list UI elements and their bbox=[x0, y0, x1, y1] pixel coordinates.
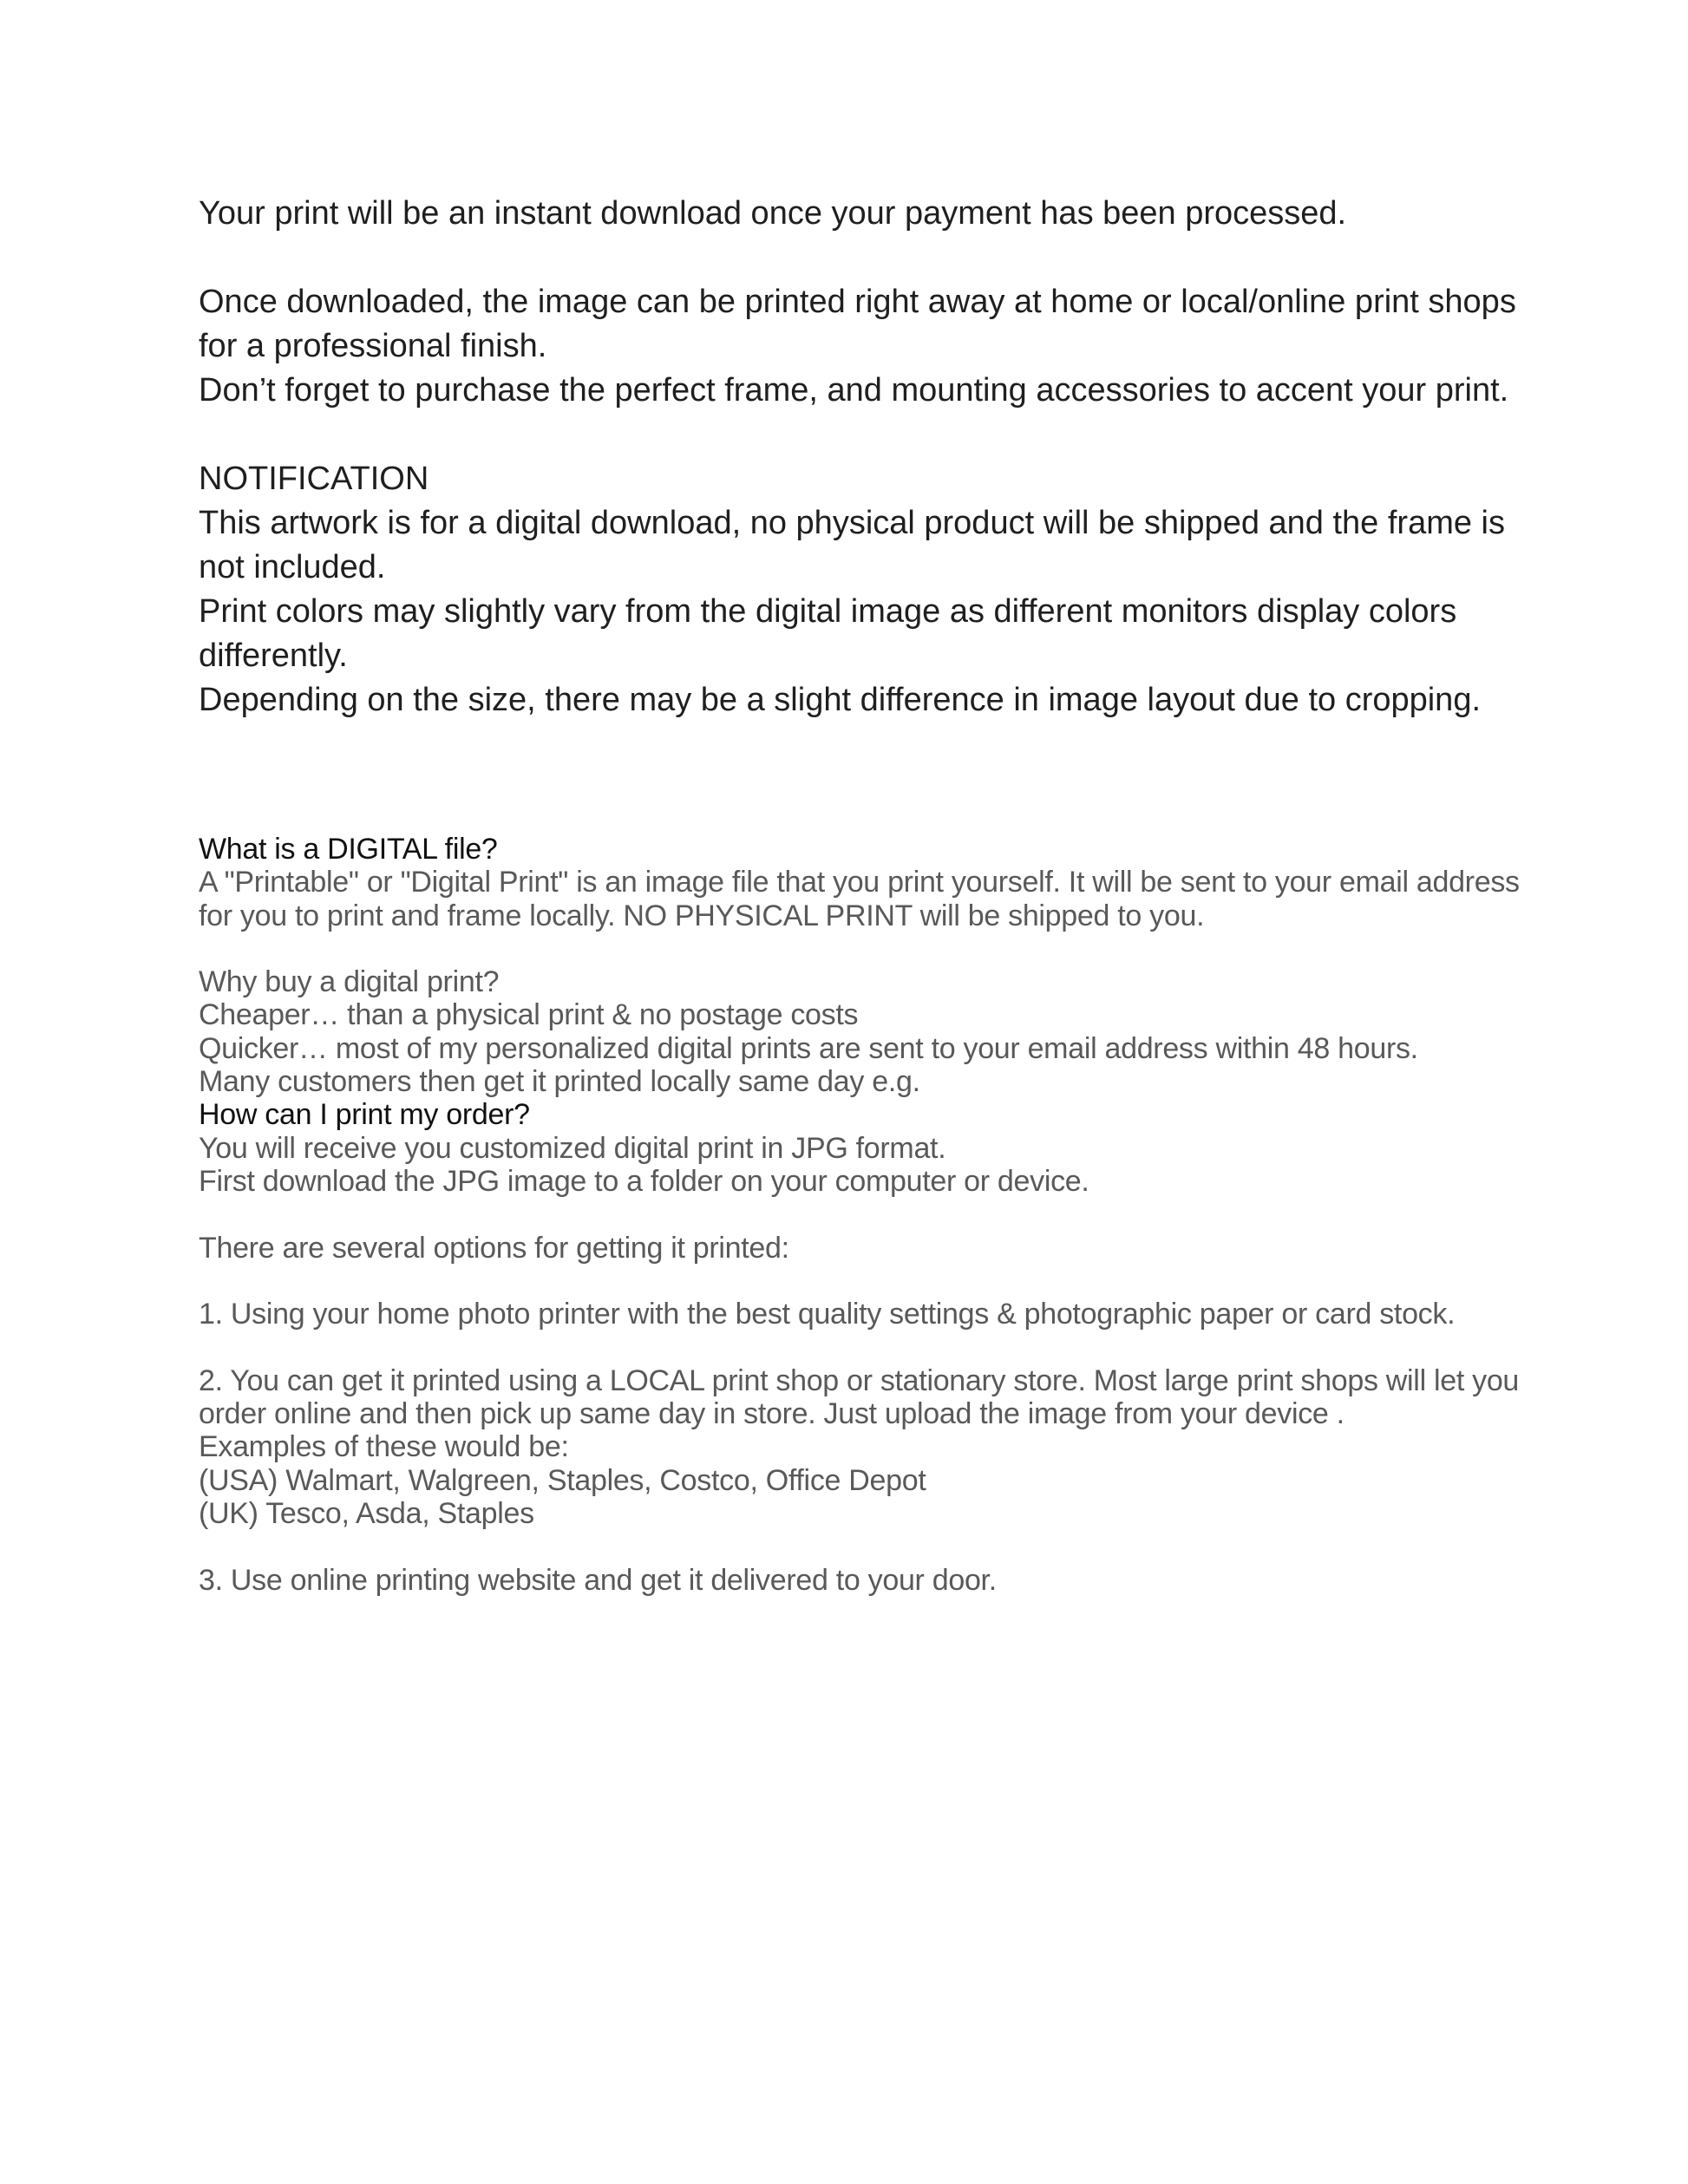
faq-answer-digital-file: A "Printable" or "Digital Print" is an image file that you print yourself. It will be sent to your email address for you to print and frame locally. NO PHYSICAL PRINT will be shipped to you. bbox=[199, 866, 1528, 932]
notification-title: NOTIFICATION bbox=[199, 461, 429, 497]
spacer bbox=[199, 1530, 1552, 1563]
faq-options-intro: There are several options for getting it printed: bbox=[199, 1231, 789, 1265]
intro-line-printing: Once downloaded, the image can be printed right away at home or local/online print shops for a professional finish. bbox=[199, 284, 1526, 364]
spacer bbox=[199, 1265, 1552, 1298]
faq-examples-usa: (USA) Walmart, Walgreen, Staples, Costco, Office Depot bbox=[199, 1463, 926, 1497]
spacer bbox=[199, 932, 1552, 965]
faq-why-cheaper: Cheaper… than a physical print & no postage costs bbox=[199, 998, 859, 1032]
intro-section bbox=[199, 192, 1552, 723]
notification-item-digital: This artwork is for a digital download, no physical product will be shipped and the frame is not included. bbox=[199, 505, 1515, 585]
faq-why-title: Why buy a digital print? bbox=[199, 965, 500, 999]
faq-option-home-printer: 1. Using your home photo printer with the best quality settings & photographic paper or card stock. bbox=[199, 1298, 1456, 1331]
faq-examples-intro: Examples of these would be: bbox=[199, 1430, 569, 1464]
faq-answer-format: You will receive you customized digital print in JPG format. bbox=[199, 1131, 946, 1165]
spacer bbox=[199, 236, 1552, 280]
faq-answer-download: First download the JPG image to a folder on your computer or device. bbox=[199, 1164, 1089, 1198]
spacer bbox=[199, 413, 1552, 457]
faq-examples-uk: (UK) Tesco, Asda, Staples bbox=[199, 1496, 534, 1530]
faq-why-quicker: Quicker… most of my personalized digital prints are sent to your email address within 48 hours. bbox=[199, 1031, 1418, 1065]
faq-option-online: 3. Use online printing website and get it delivered to your door. bbox=[199, 1563, 997, 1597]
faq-section bbox=[199, 833, 1552, 1597]
notification-item-cropping: Depending on the size, there may be a slight difference in image layout due to cropping. bbox=[199, 682, 1482, 718]
spacer bbox=[199, 1331, 1552, 1363]
faq-why-local: Many customers then get it printed locally same day e.g. bbox=[199, 1065, 920, 1099]
faq-question-digital-file: What is a DIGITAL file? bbox=[199, 833, 498, 866]
spacer bbox=[199, 1198, 1552, 1231]
faq-option-local-shop: 2. You can get it printed using a LOCAL print shop or stationary store. Most large print shops will let you order online and then pick up same day in store. Just upload the image from your device . bbox=[199, 1363, 1528, 1431]
notification-item-colors: Print colors may slightly vary from the digital image as different monitors display colors differently. bbox=[199, 593, 1466, 674]
faq-question-how-print: How can I print my order? bbox=[199, 1098, 530, 1132]
intro-line-frame: Don’t forget to purchase the perfect frame, and mounting accessories to accent your print. bbox=[199, 372, 1509, 409]
intro-line-download: Your print will be an instant download once your payment has been processed. bbox=[199, 195, 1347, 232]
